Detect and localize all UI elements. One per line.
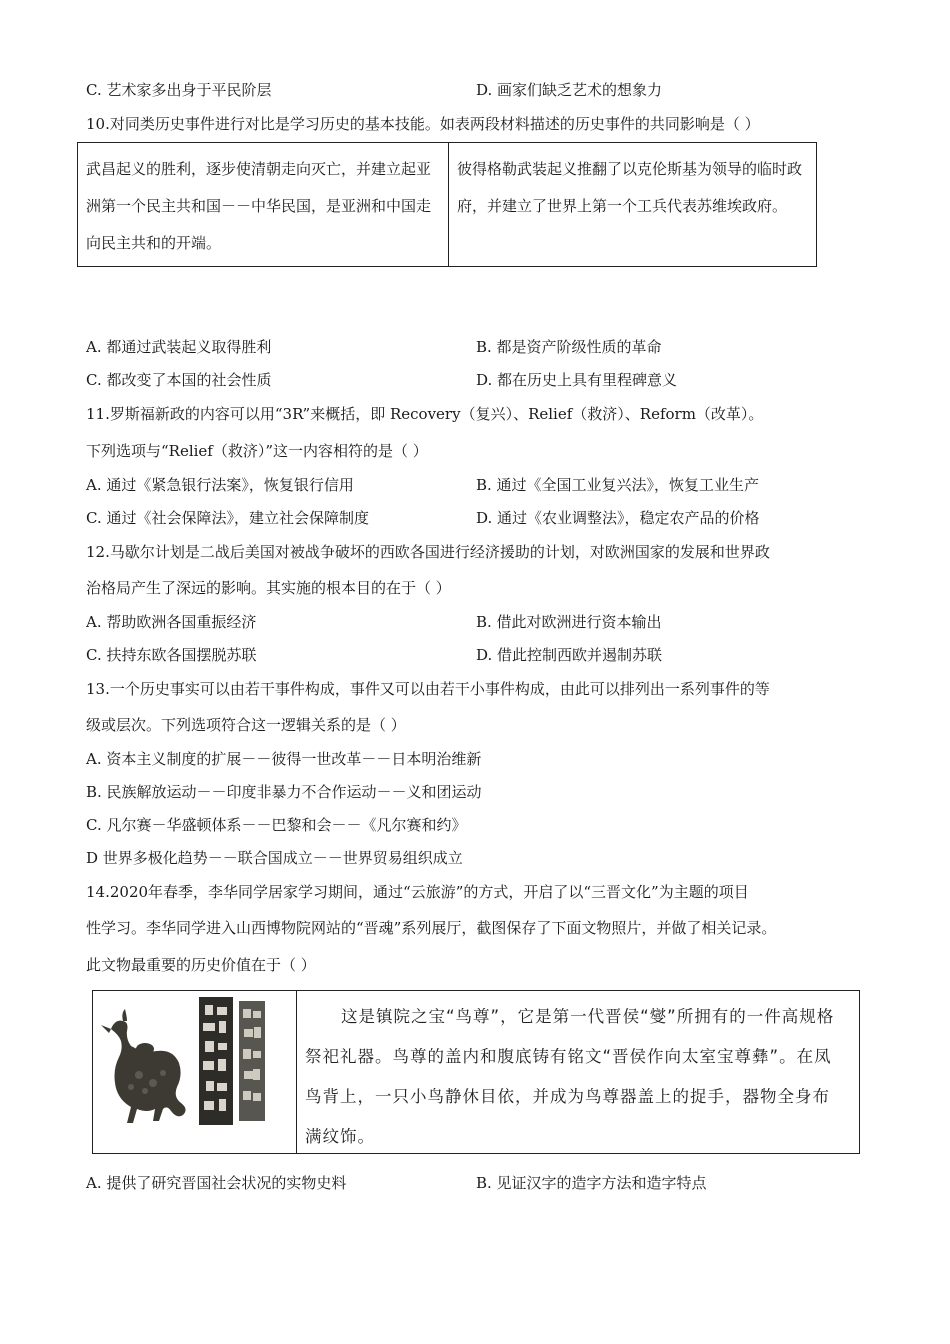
q12-option-b: B. 借此对欧洲进行资本输出 xyxy=(476,613,662,631)
bird-zun-photo xyxy=(93,991,297,1153)
q13-option-d: D 世界多极化趋势－－联合国成立－－世界贸易组织成立 xyxy=(86,849,463,867)
q10-material-right: 彼得格勒武装起义推翻了以克伦斯基为领导的临时政府，并建立了世界上第一个工兵代表苏维埃政府。 xyxy=(449,143,817,267)
q11-option-b: B. 通过《全国工业复兴法》，恢复工业生产 xyxy=(476,476,760,494)
q13-option-c: C. 凡尔赛－华盛顿体系－－巴黎和会－－《凡尔赛和约》 xyxy=(86,816,467,834)
q14-stem-line-2: 性学习。李华同学进入山西博物院网站的“晋魂”系列展厅，截图保存了下面文物照片，并做了相关记录。 xyxy=(86,919,777,937)
bronze-bird-vessel-icon xyxy=(93,991,293,1151)
q12-option-c: C. 扶持东欧各国摆脱苏联 xyxy=(86,646,257,664)
q10-material-table xyxy=(77,142,817,267)
q10-option-b: B. 都是资产阶级性质的革命 xyxy=(476,338,662,356)
q12-stem-line-1: 12.马歇尔计划是二战后美国对被战争破坏的西欧各国进行经济援助的计划，对欧洲国家的发展和世界政 xyxy=(86,543,770,561)
q13-stem-line-2: 级或层次。下列选项符合这一逻辑关系的是（ ） xyxy=(86,716,406,734)
q14-record-text xyxy=(299,991,859,1153)
q11-option-a: A. 通过《紧急银行法案》，恢复银行信用 xyxy=(86,476,354,494)
q14-stem-line-1: 14.2020年春季，李华同学居家学习期间，通过“云旅游”的方式，开启了以“三晋文化”为主题的项目 xyxy=(86,883,749,901)
q13-stem-line-1: 13.一个历史事实可以由若干事件构成，事件又可以由若干小事件构成，由此可以排列出一系列事件的等 xyxy=(86,680,770,698)
q14-stem-line-3: 此文物最重要的历史价值在于（ ） xyxy=(86,956,316,974)
q10-option-d: D. 都在历史上具有里程碑意义 xyxy=(476,371,678,389)
q12-option-a: A. 帮助欧洲各国重振经济 xyxy=(86,613,257,631)
q13-option-a: A. 资本主义制度的扩展－－彼得一世改革－－日本明治维新 xyxy=(86,750,482,768)
q12-option-d: D. 借此控制西欧并遏制苏联 xyxy=(476,646,663,664)
q14-option-b: B. 见证汉字的造字方法和造字特点 xyxy=(476,1174,707,1192)
q14-record-content: 这是镇院之宝“鸟尊”，它是第一代晋侯“燮”所拥有的一件高规格祭祀礼器。鸟尊的盖内和腹底铸有铭文“晋侯作向太室宝尊彝”。在凤鸟背上，一只小鸟静休目依，并成为鸟尊器盖上的捉手，器物全身布满纹饰。 xyxy=(305,1007,835,1146)
q10-material-left: 武昌起义的胜利，逐步使清朝走向灭亡，并建立起亚洲第一个民主共和国－－中华民国，是亚洲和中国走向民主共和的开端。 xyxy=(78,143,449,267)
q11-option-d: D. 通过《农业调整法》，稳定农产品的价格 xyxy=(476,509,760,527)
q14-material-box xyxy=(92,990,860,1154)
q9-option-d: D. 画家们缺乏艺术的想象力 xyxy=(476,81,663,99)
q10-option-c: C. 都改变了本国的社会性质 xyxy=(86,371,272,389)
q11-stem-line-2: 下列选项与“Relief（救济）”这一内容相符的是（ ） xyxy=(86,442,428,460)
q10-option-a: A. 都通过武装起义取得胜利 xyxy=(86,338,272,356)
q12-stem-line-2: 治格局产生了深远的影响。其实施的根本目的在于（ ） xyxy=(86,579,451,597)
q13-option-b: B. 民族解放运动－－印度非暴力不合作运动－－义和团运动 xyxy=(86,783,482,801)
q9-option-c: C. 艺术家多出身于平民阶层 xyxy=(86,81,272,99)
q10-stem: 10.对同类历史事件进行对比是学习历史的基本技能。如表两段材料描述的历史事件的共同影响是（ ） xyxy=(86,115,760,133)
q14-option-a: A. 提供了研究晋国社会状况的实物史料 xyxy=(86,1174,347,1192)
q11-stem-line-1: 11.罗斯福新政的内容可以用“3R”来概括，即 Recovery（复兴）、Relief（救济）、Reform（改革）。 xyxy=(86,405,764,423)
q11-option-c: C. 通过《社会保障法》，建立社会保障制度 xyxy=(86,509,369,527)
